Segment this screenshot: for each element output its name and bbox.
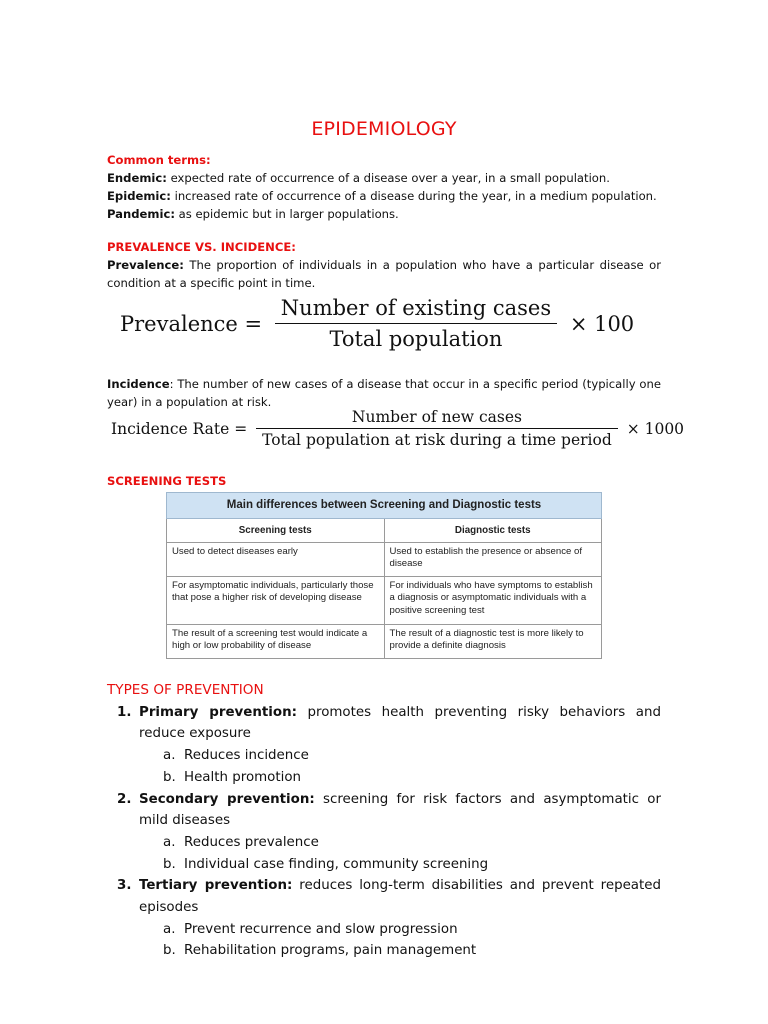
list-text: Reduces incidence: [184, 748, 309, 764]
screening-diagnostic-table: [166, 492, 602, 659]
list-subitem: [107, 832, 661, 854]
list-text: Individual case finding, community screening: [184, 856, 489, 872]
list-marker: 2.: [117, 791, 132, 807]
list-marker: 1.: [117, 704, 132, 720]
term-label: Epidemic:: [107, 189, 171, 203]
list-marker: b.: [163, 943, 176, 959]
common-terms-heading: Common terms:: [107, 153, 211, 167]
table-cell: The result of a screening test would indicate a high or low probability of disease: [167, 624, 385, 658]
list-term: Primary prevention:: [139, 704, 297, 720]
term-endemic: [107, 169, 661, 187]
prevention-heading: TYPES OF PREVENTION: [107, 682, 264, 698]
term-definition: The proportion of individuals in a population who have a particular disease or condition at a specific point in time.: [107, 258, 661, 290]
term-epidemic: [107, 187, 661, 205]
table-row: [167, 576, 602, 624]
table-title: Main differences between Screening and Diagnostic tests: [167, 493, 602, 519]
page-title: EPIDEMIOLOGY: [311, 118, 457, 140]
table-cell: For individuals who have symptoms to establish a diagnosis or asymptomatic individuals with a positive screening test: [384, 576, 602, 624]
term-definition: as epidemic but in larger populations.: [175, 207, 399, 221]
prevalence-formula: [120, 296, 634, 351]
common-terms-section: [107, 151, 661, 223]
term-definition: expected rate of occurrence of a disease over a year, in a small population.: [166, 171, 610, 185]
prevalence-section: [107, 238, 661, 292]
table-cell: Used to establish the presence or absence of disease: [384, 542, 602, 576]
term-label: Pandemic:: [107, 207, 175, 221]
list-subitem: [107, 940, 661, 962]
list-subitem: [107, 767, 661, 789]
column-header: Screening tests: [167, 518, 385, 542]
list-subitem: [107, 919, 661, 941]
list-subitem: [107, 854, 661, 876]
table-cell: The result of a diagnostic test is more likely to provide a definite diagnosis: [384, 624, 602, 658]
incidence-section: [107, 375, 661, 411]
list-text: promotes health preventing risky behaviors and reduce exposure: [139, 704, 661, 742]
list-marker: a.: [163, 834, 176, 850]
list-term: Tertiary prevention:: [139, 878, 293, 894]
formula-multiplier: × 1000: [626, 419, 685, 438]
list-marker: a.: [163, 748, 176, 764]
table-cell: For asymptomatic individuals, particularly those that pose a higher risk of developing disease: [167, 576, 385, 624]
list-term: Secondary prevention:: [139, 791, 315, 807]
prevalence-definition: [107, 256, 661, 292]
table-row: [167, 624, 602, 658]
incidence-formula: [111, 408, 684, 449]
prev-inc-heading: PREVALENCE VS. INCIDENCE:: [107, 240, 296, 254]
term-definition: : The number of new cases of a disease that occur in a specific period (typically one year) in a population at risk.: [107, 377, 661, 409]
prevention-section: [107, 680, 661, 962]
list-text: Reduces prevalence: [184, 834, 319, 850]
list-text: screening for risk factors and asymptomatic or mild diseases: [139, 791, 661, 829]
term-label: Incidence: [107, 377, 170, 391]
list-text: reduces long-term disabilities and prevent repeated episodes: [139, 878, 661, 916]
term-label: Prevalence:: [107, 258, 184, 272]
formula-numerator: Number of existing cases: [280, 296, 552, 320]
table-row: [167, 542, 602, 576]
incidence-definition: [107, 375, 661, 411]
list-item: [107, 702, 661, 745]
list-item: [107, 875, 661, 918]
formula-multiplier: × 100: [569, 311, 635, 336]
list-text: Health promotion: [184, 769, 302, 785]
formula-fraction: [275, 296, 557, 351]
formula-lhs: Incidence Rate =: [111, 419, 248, 438]
table-cell: Used to detect diseases early: [167, 542, 385, 576]
list-marker: b.: [163, 856, 176, 872]
term-definition: increased rate of occurrence of a disease during the year, in a medium population.: [170, 189, 657, 203]
column-header: Diagnostic tests: [384, 518, 602, 542]
list-text: Prevent recurrence and slow progression: [184, 921, 458, 937]
term-label: Endemic:: [107, 171, 167, 185]
screening-heading: SCREENING TESTS: [107, 474, 227, 488]
term-pandemic: [107, 205, 661, 223]
list-text: Rehabilitation programs, pain management: [184, 943, 477, 959]
formula-denominator: Total population: [275, 323, 557, 351]
formula-denominator: Total population at risk during a time period: [256, 428, 618, 449]
formula-lhs: Prevalence =: [120, 311, 263, 336]
list-subitem: [107, 745, 661, 767]
formula-fraction: [256, 408, 618, 449]
list-marker: b.: [163, 769, 176, 785]
list-item: [107, 789, 661, 832]
list-marker: 3.: [117, 878, 132, 894]
formula-numerator: Number of new cases: [351, 408, 522, 426]
list-marker: a.: [163, 921, 176, 937]
